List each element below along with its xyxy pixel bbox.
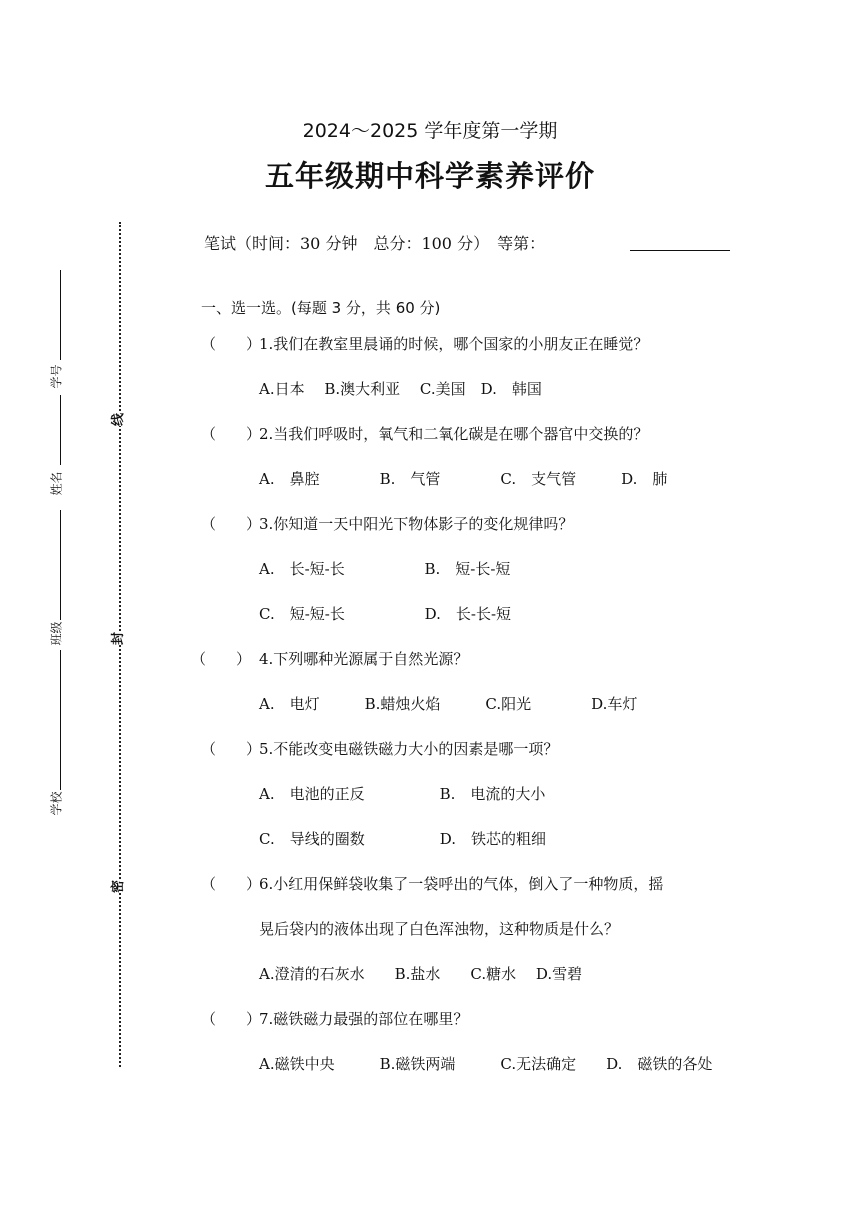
class-blank[interactable] xyxy=(60,510,61,620)
question-6-options: A.澄清的石灰水 B.盐水 C.糖水 D.雪碧 xyxy=(259,965,583,983)
school-blank[interactable] xyxy=(60,650,61,790)
grade-blank[interactable] xyxy=(630,250,730,251)
seal-word-line: 线 xyxy=(105,413,128,426)
section-title: 一、选一选。(每题 3 分，共 60 分) xyxy=(201,299,441,317)
question-4-options: A. 电灯 B.蜡烛火焰 C.阳光 D.车灯 xyxy=(259,695,638,713)
exam-title: 五年级期中科学素养评价 xyxy=(264,159,595,193)
answer-paren-1[interactable]: （ ） xyxy=(201,335,262,353)
answer-paren-3[interactable]: （ ） xyxy=(201,515,262,533)
question-6-line2: 晃后袋内的液体出现了白色浑浊物，这种物质是什么？ xyxy=(259,920,620,938)
question-2-options: A. 鼻腔 B. 气管 C. 支气管 D. 肺 xyxy=(259,470,668,488)
question-7-options: A.磁铁中央 B.磁铁两端 C.无法确定 D. 磁铁的各处 xyxy=(259,1055,713,1073)
answer-paren-4[interactable]: （ ） xyxy=(191,650,252,668)
answer-paren-6[interactable]: （ ） xyxy=(201,875,262,893)
question-3-options-row2: C. 短-短-长 D. 长-长-短 xyxy=(259,605,512,623)
seal-word-secret: 密 xyxy=(105,880,128,893)
question-7: 7.磁铁磁力最强的部位在哪里？ xyxy=(259,1010,469,1028)
question-5-options-row1: A. 电池的正反 B. 电流的大小 xyxy=(259,785,546,803)
answer-paren-2[interactable]: （ ） xyxy=(201,425,262,443)
question-4: 4.下列哪种光源属于自然光源？ xyxy=(259,650,469,668)
answer-paren-7[interactable]: （ ） xyxy=(201,1010,262,1028)
seal-word-seal: 封 xyxy=(105,632,128,645)
name-label: 姓名 xyxy=(49,471,64,496)
name-blank[interactable] xyxy=(60,395,61,465)
student-id-blank[interactable] xyxy=(60,270,61,360)
question-2: 2.当我们呼吸时，氧气和二氧化碳是在哪个器官中交换的？ xyxy=(259,425,649,443)
question-1: 1.我们在教室里晨诵的时候，哪个国家的小朋友正在睡觉？ xyxy=(259,335,649,353)
exam-info: 笔试（时间：30 分钟 总分：100 分） 等第： xyxy=(204,234,546,253)
school-label: 学校 xyxy=(49,791,64,816)
term-subtitle: 2024～2025 学年度第一学期 xyxy=(302,120,558,142)
question-3: 3.你知道一天中阳光下物体影子的变化规律吗？ xyxy=(259,515,574,533)
class-label: 班级 xyxy=(49,621,64,646)
question-3-options-row1: A. 长-短-长 B. 短-长-短 xyxy=(259,560,511,578)
question-6: 6.小红用保鲜袋收集了一袋呼出的气体，倒入了一种物质，摇 xyxy=(259,875,664,893)
question-5-options-row2: C. 导线的圈数 D. 铁芯的粗细 xyxy=(259,830,546,848)
question-1-options: A.日本 B.澳大利亚 C.美国 D. 韩国 xyxy=(259,380,542,398)
answer-paren-5[interactable]: （ ） xyxy=(201,740,262,758)
student-id-label: 学号 xyxy=(49,364,64,389)
question-5: 5.不能改变电磁铁磁力大小的因素是哪一项？ xyxy=(259,740,559,758)
